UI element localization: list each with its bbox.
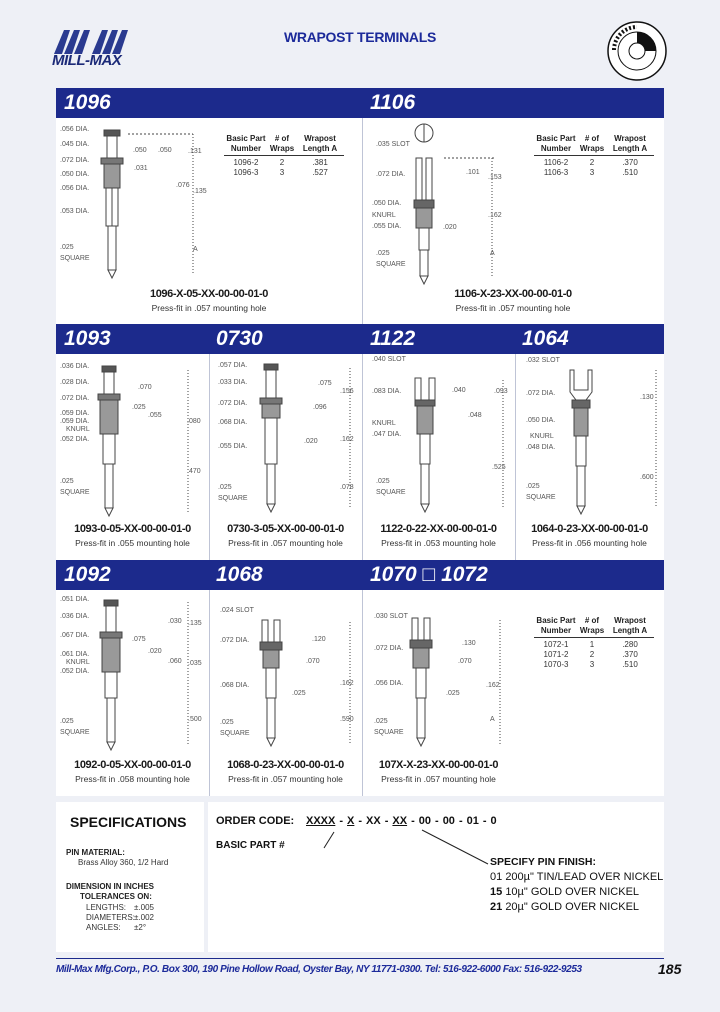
table-cell: 1096-2	[233, 158, 259, 167]
table-cell: 2	[279, 158, 285, 167]
dim: SQUARE	[220, 730, 250, 737]
dim: .130	[462, 640, 476, 647]
table-row	[224, 156, 344, 168]
dim: .070	[306, 658, 320, 665]
dim: .590	[340, 716, 354, 723]
code-sep: -	[358, 815, 363, 827]
table-cell: 3	[589, 660, 595, 669]
dimension-label: DIMENSION IN INCHES	[66, 882, 155, 891]
order-code-label: ORDER CODE:	[216, 815, 295, 827]
tolerance-value: ±.002	[134, 913, 154, 922]
page-number: 185	[658, 961, 682, 977]
order-arrows	[290, 828, 490, 868]
dim: .101	[466, 169, 480, 176]
dim: .056 DIA.	[374, 680, 404, 687]
section-title-1096: 1096	[64, 91, 111, 114]
dim: .045 DIA.	[60, 141, 90, 148]
table-cell: 1	[589, 640, 595, 649]
table-cell: 1071-2	[543, 650, 569, 659]
dim: .067 DIA.	[60, 632, 90, 639]
table-header: Basic Part Number	[536, 134, 576, 153]
dim: .162	[340, 680, 354, 687]
code-part: 00	[418, 815, 432, 827]
dim: KNURL	[66, 426, 90, 433]
dim: .078	[340, 484, 354, 491]
part-number-1092: 1092-0-05-XX-00-00-01-0	[74, 759, 191, 771]
dim: .068 DIA.	[220, 682, 250, 689]
dim: .083 DIA.	[372, 388, 402, 395]
table-header: Wrapost Length A	[612, 134, 648, 153]
finish-code: 01	[490, 871, 503, 883]
section-title-1122: 1122	[370, 327, 416, 350]
table-header: # of Wraps	[579, 616, 605, 635]
dim: .055 DIA.	[372, 223, 402, 230]
dim: KNURL	[372, 420, 396, 427]
part-number-1068: 1068-0-23-XX-00-00-01-0	[227, 759, 344, 771]
press-fit-1096: Press-fit in .057 mounting hole	[151, 303, 267, 313]
finish-desc: 10µ" GOLD OVER NICKEL	[505, 886, 640, 898]
dim: SQUARE	[60, 489, 90, 496]
basic-part-label: BASIC PART #	[216, 840, 285, 851]
table-cell: .370	[622, 158, 638, 167]
dim: .050	[158, 147, 172, 154]
pin-material-label: PIN MATERIAL:	[66, 848, 125, 857]
dim: .600	[640, 474, 654, 481]
finish-option	[490, 871, 663, 883]
dim: A	[490, 250, 495, 257]
dim: .030 SLOT	[374, 613, 408, 620]
dim: SQUARE	[526, 494, 556, 501]
dim: .025	[446, 690, 460, 697]
dim: .025	[132, 404, 146, 411]
dim: .055 DIA.	[218, 443, 248, 450]
press-fit-1070: Press-fit in .057 mounting hole	[381, 774, 496, 784]
dim: .020	[443, 224, 457, 231]
section-title-1093: 1093	[64, 327, 111, 350]
dim: .470	[187, 468, 201, 475]
dim: .025	[376, 250, 390, 257]
press-fit-1122: Press-fit in .053 mounting hole	[381, 538, 496, 548]
dim: .056 DIA.	[60, 126, 90, 133]
dim: .061 DIA.	[60, 651, 90, 658]
pin-material-value: Brass Alloy 360, 1/2 Hard	[78, 858, 169, 867]
row3-band	[56, 560, 664, 590]
table-cell: 1072-1	[543, 640, 569, 649]
press-fit-1068: Press-fit in .057 mounting hole	[228, 774, 343, 784]
dim: .020	[304, 438, 318, 445]
finish-option	[490, 886, 639, 898]
table-header: Basic Part Number	[536, 616, 576, 635]
dim: .059 DIA.	[60, 410, 90, 417]
table-row	[534, 168, 654, 178]
dim: .025	[60, 718, 74, 725]
dim: .020	[148, 648, 162, 655]
part-number-0730: 0730-3-05-XX-00-00-01-0	[227, 523, 344, 535]
table-1096	[224, 134, 344, 178]
dim: .156	[340, 388, 354, 395]
dim: .076	[176, 182, 190, 189]
table-row	[534, 660, 654, 670]
row2-band	[56, 324, 664, 354]
table-row	[534, 650, 654, 660]
dim: A	[490, 716, 495, 723]
part-number-1070: 107X-X-23-XX-00-00-01-0	[378, 759, 499, 771]
dim: .047 DIA.	[372, 431, 402, 438]
dim: .025	[60, 478, 74, 485]
dim: SQUARE	[60, 729, 90, 736]
code-sep: -	[435, 815, 439, 827]
order-code	[306, 815, 497, 827]
table-1070	[534, 616, 654, 670]
table-cell: 1096-3	[233, 168, 259, 177]
dim: SQUARE	[60, 255, 90, 262]
table-cell: .510	[622, 168, 638, 177]
table-row	[224, 168, 344, 178]
tolerance-value: ±.005	[134, 903, 154, 912]
dim: .072 DIA.	[374, 645, 404, 652]
dim: .060	[168, 658, 182, 665]
dim: .035	[188, 660, 202, 667]
row1-band	[56, 88, 664, 118]
table-row	[534, 638, 654, 650]
table-cell: 1106-3	[543, 168, 569, 177]
section-title-1106: 1106	[370, 91, 416, 114]
dim: KNURL	[66, 659, 90, 666]
part-number-1106: 1106-X-23-XX-00-00-01-0	[454, 288, 572, 300]
finish-code: 21	[490, 901, 503, 913]
tolerance-label: ANGLES:	[86, 923, 121, 932]
dim: .025	[220, 719, 234, 726]
dim: A	[193, 246, 198, 253]
table-header: Wrapost Length A	[302, 134, 338, 153]
dim: .070	[138, 384, 152, 391]
dim: .050 DIA.	[526, 417, 556, 424]
dim: .036 DIA.	[60, 613, 90, 620]
footer-rule	[56, 958, 664, 959]
press-fit-1106: Press-fit in .057 mounting hole	[455, 303, 571, 313]
dim: .040	[452, 387, 466, 394]
precision-seal	[606, 20, 668, 82]
seal-icon	[606, 20, 668, 82]
dim: .048 DIA.	[526, 444, 556, 451]
brand-name: MILL-MAX	[52, 52, 122, 69]
dim: .055	[148, 412, 162, 419]
table-row	[534, 156, 654, 168]
dim: .162	[340, 436, 354, 443]
table-cell: 3	[589, 168, 595, 177]
table-cell: .381	[312, 158, 328, 167]
dim: .028 DIA.	[60, 379, 90, 386]
press-fit-1092: Press-fit in .058 mounting hole	[75, 774, 190, 784]
tolerance-value: ±2°	[134, 923, 147, 932]
code-part: XX	[392, 815, 408, 827]
table-cell: 2	[589, 650, 595, 659]
section-title-1070-1072: 1070 □ 1072	[370, 563, 488, 586]
finish-title: SPECIFY PIN FINISH:	[490, 856, 596, 868]
dim: .072 DIA.	[526, 390, 556, 397]
table-1106	[534, 134, 654, 178]
table-cell: .527	[312, 168, 328, 177]
dim: .050 DIA.	[60, 171, 90, 178]
dim: SQUARE	[374, 729, 404, 736]
dim: .036 DIA.	[60, 363, 90, 370]
dim: SQUARE	[376, 489, 406, 496]
dim: .153	[488, 174, 502, 181]
code-part: XXXX	[306, 815, 336, 827]
part-number-1093: 1093-0-05-XX-00-00-01-0	[74, 523, 191, 535]
dim: .135	[188, 620, 202, 627]
dim: .096	[313, 404, 327, 411]
dim: .075	[132, 636, 146, 643]
table-cell: 1106-2	[543, 158, 569, 167]
dim: KNURL	[530, 433, 554, 440]
dim: .135	[193, 188, 207, 195]
mill-max-logo	[50, 26, 150, 70]
dim: .120	[312, 636, 326, 643]
part-number-1096: 1096-X-05-XX-00-00-01-0	[150, 288, 268, 300]
dim: .130	[640, 394, 654, 401]
code-part: X	[347, 815, 355, 827]
dim: .053 DIA.	[60, 208, 90, 215]
code-part: 01	[466, 815, 479, 827]
dim: .025	[292, 690, 306, 697]
part-number-1122: 1122-0-22-XX-00-00-01-0	[380, 523, 497, 535]
dim: .500	[188, 716, 202, 723]
part-number-1064: 1064-0-23-XX-00-00-01-0	[531, 523, 648, 535]
dim: .057 DIA.	[218, 362, 248, 369]
dim: .075	[318, 380, 332, 387]
finish-desc: 20µ" GOLD OVER NICKEL	[505, 901, 640, 913]
dim: .051 DIA.	[60, 596, 90, 603]
dim: .080	[187, 418, 201, 425]
dim: .072 DIA.	[60, 395, 90, 402]
dim: .048	[468, 412, 482, 419]
dim: .035 SLOT	[376, 141, 410, 148]
code-sep: -	[482, 815, 487, 827]
table-header: # of Wraps	[579, 134, 605, 153]
footer-address: Mill-Max Mfg.Corp., P.O. Box 300, 190 Pine Hollow Road, Oyster Bay, NY 11771-0300. Tel: 516-922-6000 Fax: 516-922-9253	[56, 964, 582, 975]
dim: .025	[374, 718, 388, 725]
page-title: WRAPOST TERMINALS	[283, 29, 436, 45]
dim: .040 SLOT	[372, 356, 406, 363]
tolerances-label: TOLERANCES ON:	[80, 892, 152, 901]
dim: .162	[488, 212, 502, 219]
table-header: Wrapost Length A	[612, 616, 648, 635]
dim: .131	[188, 148, 202, 155]
dim: .033 DIA.	[218, 379, 248, 386]
code-sep: -	[458, 815, 463, 827]
code-sep: -	[384, 815, 389, 827]
table-cell: .280	[622, 640, 638, 649]
dim: SQUARE	[218, 495, 248, 502]
tolerance-label: DIAMETERS:	[86, 913, 135, 922]
dim: .072 DIA.	[376, 171, 406, 178]
dim: .031	[134, 165, 148, 172]
dim: .070	[458, 658, 472, 665]
dim: .072 DIA.	[60, 157, 90, 164]
finish-option	[490, 901, 639, 913]
specifications-title: SPECIFICATIONS	[70, 814, 187, 830]
dim: .025	[526, 483, 540, 490]
code-sep: -	[339, 815, 344, 827]
dim: KNURL	[372, 212, 396, 219]
dim: .025	[60, 244, 74, 251]
dim: .068 DIA.	[218, 419, 248, 426]
dim: SQUARE	[376, 261, 406, 268]
code-part: 00	[442, 815, 455, 827]
code-part: 0	[490, 815, 497, 827]
table-cell: .370	[622, 650, 638, 659]
dim: .030	[168, 618, 182, 625]
table-cell: .510	[622, 660, 638, 669]
dim: .525	[492, 464, 506, 471]
section-title-1068: 1068	[216, 563, 263, 586]
dim: .032 SLOT	[526, 357, 560, 364]
dim: .093	[494, 388, 508, 395]
section-title-1092: 1092	[64, 563, 111, 586]
dim: .052 DIA.	[60, 668, 90, 675]
table-header: Basic Part Number	[226, 134, 266, 153]
dim: .059 DIA.	[60, 418, 90, 425]
section-title-0730: 0730	[216, 327, 263, 350]
code-sep: -	[411, 815, 415, 827]
dim: .052 DIA.	[60, 436, 90, 443]
dim: .024 SLOT	[220, 607, 254, 614]
dim: .056 DIA.	[60, 185, 90, 192]
dim: .025	[376, 478, 390, 485]
finish-desc: 200µ" TIN/LEAD OVER NICKEL	[505, 871, 664, 883]
press-fit-1093: Press-fit in .055 mounting hole	[75, 538, 190, 548]
table-cell: 2	[589, 158, 595, 167]
dim: .025	[218, 484, 232, 491]
press-fit-0730: Press-fit in .057 mounting hole	[228, 538, 343, 548]
dim: .072 DIA.	[218, 400, 248, 407]
finish-code: 15	[490, 886, 503, 898]
dim: .072 DIA.	[220, 637, 250, 644]
dim: .162	[486, 682, 500, 689]
code-part: XX	[366, 815, 381, 827]
table-header: # of Wraps	[269, 134, 295, 153]
table-cell: 3	[279, 168, 285, 177]
table-cell: 1070-3	[543, 660, 569, 669]
dim: .050	[133, 147, 147, 154]
dim: .050 DIA.	[372, 200, 402, 207]
tolerance-label: LENGTHS:	[86, 903, 127, 912]
press-fit-1064: Press-fit in .056 mounting hole	[532, 538, 647, 548]
section-title-1064: 1064	[522, 327, 569, 350]
